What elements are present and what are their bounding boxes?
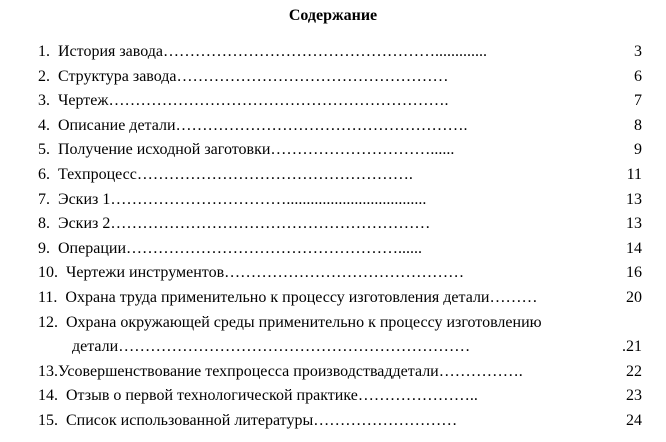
toc-item-11 (38, 286, 642, 311)
toc-number: 8. (38, 215, 50, 233)
toc-item-3 (38, 89, 642, 114)
toc-leader: …………………………………………………… (110, 215, 431, 233)
toc-page-number: 3 (634, 43, 642, 60)
toc-number: 14. (38, 387, 58, 405)
toc-item-10 (38, 261, 642, 286)
toc-item-9 (38, 237, 642, 262)
toc-number: 3. (38, 92, 50, 110)
toc-item-5 (38, 138, 642, 163)
toc-item-15 (38, 409, 642, 434)
toc-item-6 (38, 163, 642, 188)
toc-number: 9. (38, 239, 50, 257)
toc-number: 12. (38, 313, 58, 331)
toc-item-7 (38, 188, 642, 213)
toc-item-12-continuation (38, 335, 642, 360)
toc-page-number: 8 (634, 116, 642, 134)
toc-page-number: .21 (622, 338, 642, 356)
toc-page-number: 22 (626, 362, 642, 380)
toc-page-number: 16 (626, 264, 642, 282)
table-of-contents (38, 40, 642, 434)
toc-page-number: 20 (626, 288, 642, 306)
toc-item-14 (38, 384, 642, 409)
toc-title: Список использованной литературы (66, 411, 314, 429)
toc-leader: …………………………...... (270, 141, 455, 159)
toc-number: 10. (38, 264, 58, 282)
toc-page-number: 13 (626, 215, 642, 233)
toc-title: Получение исходной заготовки (58, 141, 271, 159)
toc-leader: ……………………… (313, 411, 458, 429)
toc-page-number: 6 (634, 67, 642, 85)
toc-page-number: 9 (634, 141, 642, 159)
toc-leader: ……… (489, 288, 538, 306)
toc-item-12 (38, 311, 642, 336)
toc-title: Чертеж (58, 92, 109, 110)
toc-title: Эскиз 1 (58, 190, 111, 208)
toc-title: История завода (58, 43, 164, 60)
toc-title: Эскиз 2 (58, 215, 111, 233)
toc-page-number: 13 (626, 190, 642, 208)
toc-page-number: 23 (626, 387, 642, 405)
toc-number: 7. (38, 190, 50, 208)
toc-title: Описание детали (58, 116, 176, 134)
toc-title: Охрана труда применительно к процессу изготовления детали (65, 288, 490, 306)
toc-title: Структура завода (58, 67, 177, 85)
toc-number: 13. (38, 362, 58, 380)
toc-page-number: 14 (626, 239, 642, 257)
toc-item-13 (38, 360, 642, 385)
toc-leader: ………………………………………………. (175, 116, 468, 134)
toc-leader: ……………………………………………............. (163, 43, 488, 60)
toc-number: 15. (38, 411, 58, 429)
toc-title: детали (72, 338, 119, 356)
toc-number: 1. (38, 43, 50, 60)
toc-number: 4. (38, 116, 50, 134)
toc-title: Отзыв о первой технологической практике (66, 387, 358, 405)
toc-leader: …………………………………………… (176, 67, 449, 85)
toc-leader: ………………….. (357, 387, 478, 405)
toc-leader: ……………………………………………...... (126, 239, 423, 257)
toc-number: 6. (38, 165, 50, 183)
toc-page-number: 11 (626, 165, 642, 183)
toc-number: 5. (38, 141, 50, 159)
toc-item-4 (38, 114, 642, 139)
toc-leader: ………………………………………………………. (108, 92, 449, 110)
toc-leader: ……………………………………………. (136, 165, 413, 183)
toc-title: Операции (58, 239, 127, 257)
toc-leader: ……………………………………… (224, 264, 465, 282)
toc-item-2 (38, 65, 642, 90)
toc-number: 11. (38, 288, 58, 306)
toc-title: Охрана окружающей среды применительно к процессу изготовлению (66, 313, 542, 331)
toc-item-8 (38, 212, 642, 237)
toc-title: Усовершенствование техпроцесса производстваддетали (58, 362, 439, 380)
toc-title: Техпроцесс (58, 165, 137, 183)
toc-number: 2. (38, 67, 50, 85)
toc-page-number: 24 (626, 411, 642, 429)
toc-leader: ……………………………................................... (110, 190, 427, 208)
toc-leader: ………………………………………………………… (118, 338, 471, 356)
toc-page-number: 7 (634, 92, 642, 110)
toc-item-1 (38, 40, 642, 65)
toc-title: Чертежи инструментов (66, 264, 225, 282)
toc-leader: ……………. (438, 362, 523, 380)
page-title: Содержание (288, 7, 378, 24)
